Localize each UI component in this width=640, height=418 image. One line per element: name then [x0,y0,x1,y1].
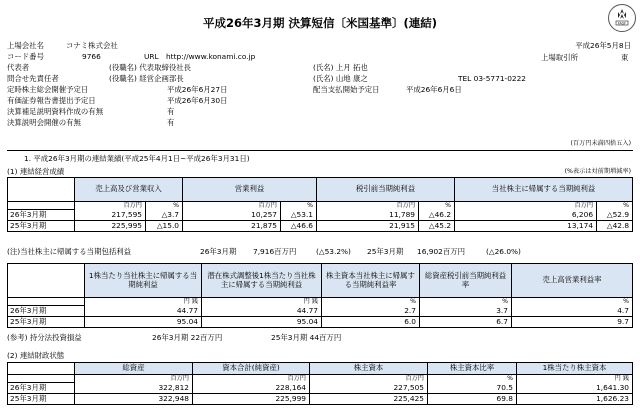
table-row [8,383,633,394]
materials-label: 決算補足説明資料作成の有無 [7,107,104,116]
col-header-operating-margin: 売上高営業利益率 [512,264,633,298]
comprehensive-income-prior-period: 25年3月期 [367,247,404,256]
value-cell: 1,641.30 [517,383,633,394]
value-cell: 13,174 [455,221,597,232]
rounding-note: (百万円未満四捨五入) [570,140,631,147]
comprehensive-income-prior-value: 16,902百万円 [417,247,466,256]
value-cell: 6.0 [322,317,420,328]
value-cell: 44.77 [202,306,322,317]
code-value: 9766 [82,52,101,61]
briefing-label: 決算説明会開催の有無 [7,118,81,127]
financial-position-table [7,362,633,405]
value-cell: △3.7 [146,210,183,221]
col-header-shareholders-equity: 株主資本 [310,363,428,375]
value-cell: 70.5 [428,383,517,394]
value-cell: 9.7 [512,317,633,328]
value-cell: 228,164 [193,383,310,394]
value-cell: 2.7 [322,306,420,317]
value-cell: 11,789 [317,210,419,221]
col-header-diluted-eps: 潜在株式調整後1株当たり当社株主に帰属する当期純利益 [202,264,322,298]
percent-note: (%表示は対前期増減率) [564,168,631,175]
unit-cell: 百万円 [317,202,419,210]
col-header-net-income: 当社株主に帰属する当期純利益 [455,178,633,202]
col-header-sales: 売上高及び営業収入 [75,178,183,202]
row-label: 25年3月期 [8,221,75,232]
value-cell: △53.1 [281,210,317,221]
col-header-equity-per-share: 1株当たり株主資本 [517,363,633,375]
unit-cell: 円 銭 [202,298,322,306]
representative-name: (氏名) 上月 拓也 [313,63,368,72]
unit-cell: % [419,202,455,210]
financial-position-heading: (2) 連結財政状態 [7,351,65,360]
value-cell: △46.6 [281,221,317,232]
unit-cell: % [281,202,317,210]
col-header-total-equity: 資本合計(純資産) [193,363,310,375]
value-cell: △15.0 [146,221,183,232]
unit-cell: 百万円 [193,375,310,383]
comprehensive-income-label: (注)当社株主に帰属する当期包括利益 [7,247,132,256]
meeting-label: 定時株主総会開催予定日 [7,85,89,94]
per-share-table [7,263,633,328]
value-cell: 69.8 [428,394,517,405]
value-cell: 10,257 [183,210,281,221]
value-cell: 225,425 [310,394,428,405]
unit-cell: % [597,202,633,210]
briefing-value: 有 [167,118,175,127]
company-url[interactable]: http://www.konami.co.jp [166,52,256,61]
value-cell: 225,999 [193,394,310,405]
col-header-pretax-income: 税引前当期純利益 [317,178,455,202]
comprehensive-income-current-period: 26年3月期 [200,247,237,256]
svg-text:FASF: FASF [617,21,627,26]
comprehensive-income-current-pct: (△53.2%) [316,247,351,256]
col-header-roa: 総資産税引前当期純利益率 [420,264,512,298]
value-cell: 322,948 [75,394,193,405]
equity-method-label: (参考) 持分法投資損益 [7,333,82,342]
unit-cell: 百万円 [75,202,146,210]
table-row [8,221,633,232]
divider [7,150,633,151]
unit-cell: 百万円 [183,202,281,210]
value-cell: 6.7 [420,317,512,328]
contact-title: (役職名) 経営企画部長 [109,74,184,83]
securities-report-label: 有価証券報告書提出予定日 [7,96,96,105]
row-label: 26年3月期 [8,383,75,394]
contact-name: (氏名) 山地 康之 [313,74,368,83]
unit-cell: 百万円 [455,202,597,210]
materials-value: 有 [167,107,175,116]
col-header-equity-ratio: 株主資本比率 [428,363,517,375]
comprehensive-income-current-value: 7,916百万円 [253,247,297,256]
value-cell: 21,875 [183,221,281,232]
value-cell: 44.77 [85,306,202,317]
operating-results-table [7,177,633,232]
unit-cell: 百万円 [75,375,193,383]
dividend-label: 配当支払開始予定日 [313,85,380,94]
page-title: 平成26年3月期 決算短信〔米国基準〕(連結) [202,16,438,30]
col-header-total-assets: 総資産 [75,363,193,375]
securities-report-date: 平成26年6月30日 [167,96,228,105]
contact-tel: TEL 03-5771-0222 [458,74,527,83]
value-cell: 95.04 [202,317,322,328]
report-date: 平成26年5月8日 [575,41,631,50]
code-label: コード番号 [7,52,44,61]
value-cell: 95.04 [85,317,202,328]
unit-cell: % [146,202,183,210]
value-cell: 227,505 [310,383,428,394]
unit-cell: % [322,298,420,306]
representative-title: (役職名) 代表取締役社長 [109,63,192,72]
unit-cell: % [512,298,633,306]
listed-company: コナミ株式会社 [66,41,118,50]
table-row [8,394,633,405]
unit-cell: % [428,375,517,383]
value-cell: 21,915 [317,221,419,232]
url-label: URL [144,52,159,61]
value-cell: △46.2 [419,210,455,221]
value-cell: △52.9 [597,210,633,221]
equity-method-current: 26年3月期 22百万円 [152,333,223,342]
listed-company-label: 上場会社名 [7,41,44,50]
table-row [8,317,633,328]
row-label: 25年3月期 [8,394,75,405]
dividend-date: 平成26年6月6日 [406,85,462,94]
row-label: 25年3月期 [8,317,85,328]
equity-method-prior: 25年3月期 44百万円 [271,333,342,342]
exchange-label: 上場取引所 [541,53,578,62]
row-label: 26年3月期 [8,306,85,317]
col-header-operating-income: 営業利益 [183,178,317,202]
unit-cell: 円 銭 [85,298,202,306]
exchange-value: 東 [621,53,629,62]
row-label: 26年3月期 [8,210,75,221]
unit-cell: % [420,298,512,306]
value-cell: △42.8 [597,221,633,232]
value-cell: 3.7 [420,306,512,317]
value-cell: △45.2 [419,221,455,232]
value-cell: 6,206 [455,210,597,221]
col-header-eps: 1株当たり当社株主に帰属する当期純利益 [85,264,202,298]
value-cell: 4.7 [512,306,633,317]
table-row [8,306,633,317]
section-heading: 1. 平成26年3月期の連結業績(平成25年4月1日~平成26年3月31日) [24,154,250,163]
representative-label: 代表者 [7,63,30,72]
value-cell: 225,995 [75,221,146,232]
meeting-date: 平成26年6月27日 [167,85,228,94]
unit-cell: 百万円 [310,375,428,383]
comprehensive-income-prior-pct: (△26.0%) [486,247,521,256]
table-row [8,210,633,221]
value-cell: 322,812 [75,383,193,394]
results-heading: (1) 連結経営成績 [7,167,65,176]
value-cell: 217,595 [75,210,146,221]
unit-cell: 円 銭 [517,375,633,383]
col-header-roe: 株主資本当社株主に帰属する当期純利益率 [322,264,420,298]
contact-label: 問合せ先責任者 [7,74,59,83]
value-cell: 1,626.23 [517,394,633,405]
